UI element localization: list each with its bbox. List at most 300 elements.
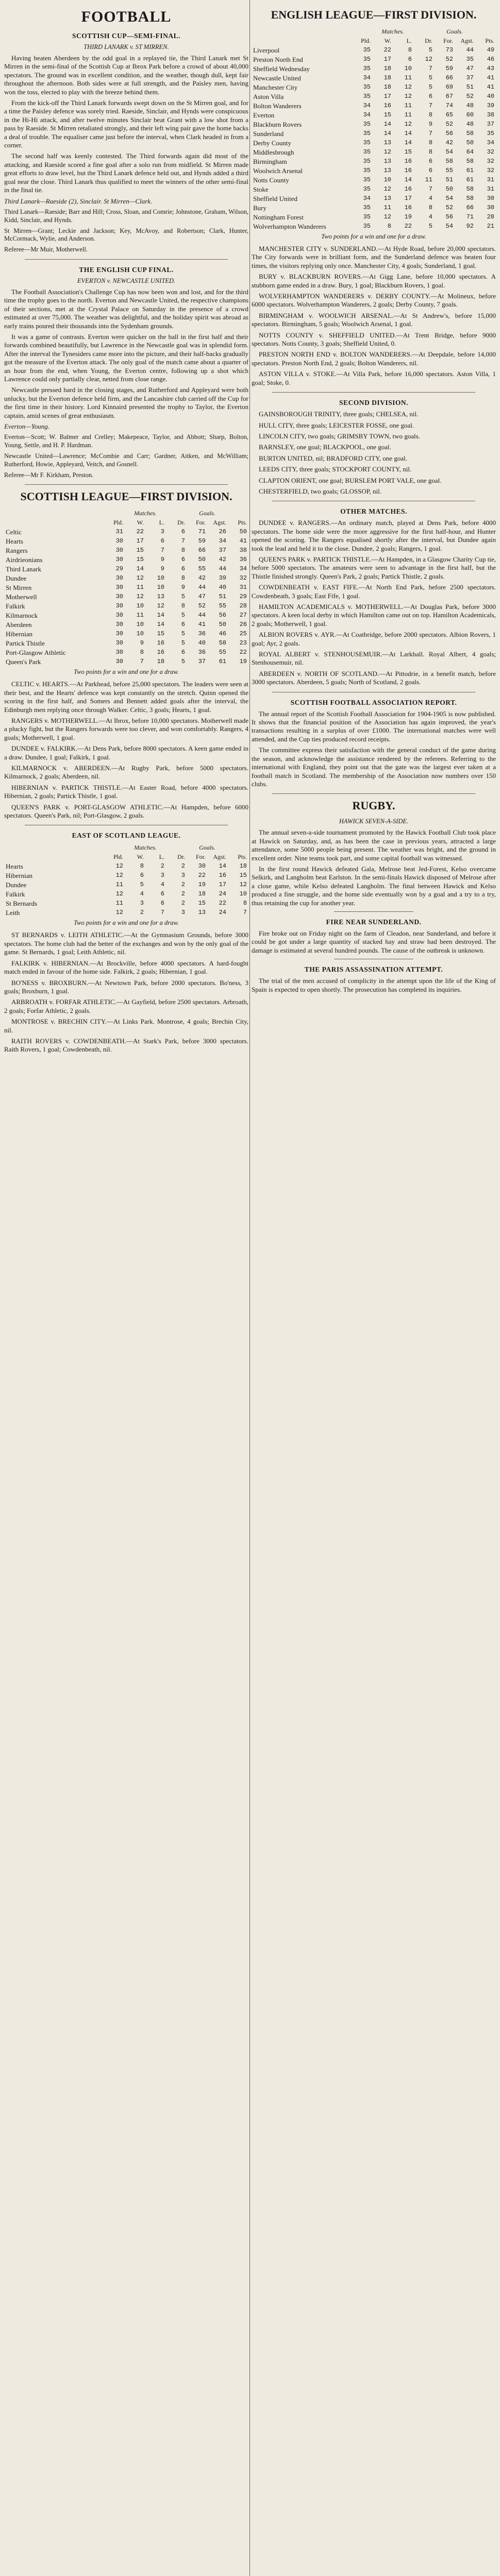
- stat-cell: 92: [466, 222, 474, 230]
- stat-cell: 12: [115, 871, 123, 879]
- table-row: [4, 899, 248, 908]
- article-paragraph: From the kick-off the Third Lanark forwards swept down on the St Mirren goal, and for a time the Paisley defence was sorely tried. Raeside, Sinclair, and Hynds were conspicuous in the Hi-Hi attack, and after twelve minutes Sinclair beat Grant with a low shot from a pass by Raeside. St Mirren retaliated strongly, and their left wing pair gave the home backs a deal of trouble. The equaliser came just before the interval, when Clark headed in from a corner.: [4, 99, 248, 149]
- column-header: For.: [443, 37, 453, 44]
- report-paragraphs: [252, 710, 496, 789]
- article-paragraph: In the first round Hawick defeated Gala, Melrose beat Jed-Forest, Kelso overcame Selkirk, and Langholm beat Earlston. In the semi-finals Hawick disposed of Melrose after a close game, while Kelso defeated Langholm. The final between Hawick and Kelso produced a fine struggle, and the home side eventually won by a goal and a try to a try, thus retaining the cup for another year.: [252, 865, 496, 907]
- stat-cell: 14: [157, 620, 164, 628]
- club-name: Queen's Park: [6, 657, 41, 666]
- stat-cell: 4: [140, 890, 144, 897]
- stat-cell: 14: [384, 120, 391, 128]
- article-paragraph: KILMARNOCK v. ABERDEEN.—At Rugby Park, before 5000 spectators. Kilmarnock, 2 goals; Aberdeen, nil.: [4, 764, 248, 781]
- goals-group-label: Goals.: [199, 843, 215, 851]
- table-row: [4, 657, 248, 666]
- stat-cell: 2: [181, 862, 185, 870]
- stat-cell: 69: [445, 83, 453, 91]
- table-row: [252, 45, 496, 55]
- stat-cell: 24: [219, 890, 226, 897]
- article-paragraph: The annual report of the Scottish Football Association for 1904-1905 is now published. It shows that the financial position of the Association has again improved, the year's transactions resulting in a surplus of over £1000. The international matches were well attended, and the Cup ties produced record receipts.: [252, 709, 496, 743]
- stat-cell: 16: [219, 871, 226, 879]
- table-header-row: [252, 36, 496, 45]
- matches-group-label: Matches.: [381, 27, 404, 35]
- stat-cell: 2: [160, 862, 164, 870]
- stat-cell: 7: [160, 908, 164, 916]
- stat-cell: 54: [445, 222, 453, 230]
- article-paragraph: It was a game of contrasts. Everton were quicker on the ball in the first half and their forwards combined beautifully, but Lawrence in the Newcastle goal was in splendid form. After the interval the Tynesiders came more into the picture, and their half-backs gradually got the measure of the Everton attack. The only goal of the match came about a quarter of an hour from the end, when Young, the Everton centre, following up a shot which Lawrence could only partially clear, netted from close range.: [4, 332, 248, 383]
- points-note: Two points for a win and one for a draw.: [74, 919, 179, 927]
- stat-cell: 16: [404, 157, 412, 165]
- stat-cell: 30: [115, 611, 123, 619]
- stat-cell: 13: [157, 592, 164, 600]
- article-paragraph: PRESTON NORTH END v. BOLTON WANDERERS.—At Deepdale, before 14,000 spectators. Preston North End, 2 goals; Bolton Wanderers, nil.: [252, 350, 496, 367]
- article-paragraph: BO'NESS v. BROXBURN.—At Newtown Park, before 2000 spectators. Bo'ness, 3 goals; Broxburn, 1 goal.: [4, 978, 248, 995]
- article-paragraph: Fire broke out on Friday night on the farm of Cleadon, near Sunderland, and before it could be got under a large quantity of stacked hay and straw had been destroyed. The damage is estimated at several hundred pounds. The cause of the outbreak is unknown.: [252, 929, 496, 954]
- stat-cell: 9: [181, 583, 185, 591]
- stat-cell: 59: [198, 537, 206, 545]
- stat-cell: 23: [239, 639, 247, 647]
- stat-cell: 30: [115, 546, 123, 554]
- table-row: [252, 175, 496, 184]
- stat-cell: 37: [219, 546, 226, 554]
- stat-cell: 35: [363, 46, 371, 54]
- stat-cell: 10: [136, 620, 144, 628]
- stat-cell: 46: [219, 630, 226, 637]
- team-line: Newcastle United—Lawrence; McCombie and Carr; Gardner, Aitken, and McWilliam; Rutherford, Howie, Appleyard, Veitch, and Gosnell.: [4, 452, 248, 468]
- stat-cell: 31: [487, 176, 494, 183]
- column-header: L.: [159, 518, 164, 526]
- stat-cell: 71: [466, 213, 474, 221]
- stat-cell: 5: [428, 46, 432, 54]
- stat-cell: 13: [384, 194, 391, 202]
- stat-cell: 12: [239, 880, 247, 888]
- stat-cell: 14: [157, 611, 164, 619]
- stat-cell: 30: [115, 648, 123, 656]
- stat-cell: 42: [219, 555, 226, 563]
- column-header: Pld.: [113, 853, 123, 860]
- club-name: Derby County: [253, 139, 292, 147]
- column-header: Dr.: [177, 853, 185, 860]
- stat-cell: 46: [487, 55, 494, 63]
- table-row: [252, 147, 496, 157]
- column-header: Agst.: [213, 853, 226, 860]
- club-name: Birmingham: [253, 157, 287, 165]
- section-heading: THE ENGLISH CUP FINAL.: [79, 265, 174, 274]
- stat-cell: 18: [239, 862, 247, 870]
- league-table: [252, 27, 496, 231]
- stat-cell: 35: [363, 64, 371, 72]
- team-line: Third Lanark—Raeside; Barr and Hill; Cross, Sloan, and Comrie; Johnstone, Graham, Wilson, Kidd, Sinclair, and Hynds.: [4, 208, 248, 224]
- article-paragraph: ARBROATH v. FORFAR ATHLETIC.—At Gayfield, before 2500 spectators. Arbroath, 2 goals; Forfar Athletic, 2 goals.: [4, 998, 248, 1014]
- stat-cell: 12: [136, 574, 144, 582]
- table-row: [4, 629, 248, 638]
- stat-cell: 51: [466, 83, 474, 91]
- stat-cell: 10: [157, 583, 164, 591]
- stat-cell: 5: [428, 83, 432, 91]
- stat-cell: 19: [239, 657, 247, 665]
- stat-cell: 6: [428, 92, 432, 100]
- article-paragraph: ST BERNARDS v. LEITH ATHLETIC.—At the Gymnasium Grounds, before 3000 spectators. The home club had the better of the exchanges and won by the only goal of the game. St Bernards, 1 goal; Leith Athletic, nil.: [4, 931, 248, 956]
- table-row: [252, 157, 496, 166]
- match-reports: [252, 519, 496, 686]
- article-paragraph: GAINSBOROUGH TRINITY, three goals; CHELSEA, nil.: [259, 410, 419, 418]
- stat-cell: 41: [198, 620, 206, 628]
- table-row: [252, 194, 496, 203]
- article-paragraph: The Football Association's Challenge Cup has now been won and lost, and for the third time the trophy goes to the north. Everton and Newcastle United, the respective champions of their sections, met at the Crystal Palace on Saturday in the presence of a crowd estimated at over 75,000. The weather was delightful, and the holiday spirit was abroad as early trains poured their thousands into the Sydenham grounds.: [4, 287, 248, 330]
- table-row: [252, 55, 496, 64]
- stat-cell: 50: [445, 185, 453, 193]
- stat-cell: 10: [384, 176, 391, 183]
- stat-cell: 5: [428, 222, 432, 230]
- section-heading: THE PARIS ASSASSINATION ATTEMPT.: [304, 965, 443, 974]
- stat-cell: 32: [239, 574, 247, 582]
- stat-cell: 6: [428, 157, 432, 165]
- stat-cell: 9: [428, 120, 432, 128]
- table-row: [252, 166, 496, 175]
- stat-cell: 5: [428, 74, 432, 81]
- club-name: Partick Thistle: [6, 639, 45, 647]
- table-row: [4, 527, 248, 536]
- stat-cell: 35: [363, 166, 371, 174]
- stat-cell: 37: [487, 120, 494, 128]
- table-row: [252, 129, 496, 138]
- article-paragraph: ABERDEEN v. NORTH OF SCOTLAND.—At Pittodrie, in a benefit match, before 3000 spectators. Aberdeen, 5 goals; North of Scotland, 2 goals.: [252, 669, 496, 686]
- club-name: Dundee: [6, 574, 27, 582]
- stat-cell: 40: [219, 583, 226, 591]
- stat-cell: 47: [198, 592, 206, 600]
- table-header-row: [4, 518, 248, 527]
- stat-cell: 44: [219, 565, 226, 572]
- stat-cell: 52: [445, 204, 453, 211]
- table-row: [252, 120, 496, 129]
- stat-cell: 16: [384, 101, 391, 109]
- column-header: L.: [159, 853, 164, 860]
- stat-cell: 8: [181, 546, 185, 554]
- column-header: Agst.: [213, 518, 226, 526]
- stat-cell: 35: [363, 204, 371, 211]
- stat-cell: 34: [363, 194, 371, 202]
- club-name: Celtic: [6, 528, 22, 536]
- stat-cell: 9: [140, 639, 144, 647]
- table-row: [252, 222, 496, 231]
- stat-cell: 6: [408, 55, 412, 63]
- stat-cell: 6: [181, 528, 185, 535]
- stat-cell: 7: [428, 129, 432, 137]
- stat-cell: 13: [384, 157, 391, 165]
- stat-cell: 8: [408, 46, 412, 54]
- stat-cell: 38: [239, 546, 247, 554]
- stat-cell: 2: [181, 899, 185, 907]
- stat-cell: 4: [160, 880, 164, 888]
- stat-cell: 58: [219, 639, 226, 647]
- stat-cell: 56: [445, 129, 453, 137]
- stat-cell: 22: [384, 46, 391, 54]
- stat-cell: 30: [487, 204, 494, 211]
- table-row: [252, 184, 496, 194]
- article-paragraph: The annual seven-a-side tournament promoted by the Hawick Football Club took place at Hawick on Saturday, and, as has been the case in previous years, attracted a large attendance, some 5000 people being present. The weather was bright, and the ground in excellent order. Nine teams took part, and some capital football was witnessed.: [252, 828, 496, 862]
- result-list: [252, 410, 496, 496]
- stat-cell: 18: [384, 64, 391, 72]
- table-row: [4, 536, 248, 546]
- divider: [334, 911, 413, 912]
- stat-cell: 17: [404, 194, 412, 202]
- stat-cell: 11: [115, 899, 123, 907]
- stat-cell: 35: [363, 157, 371, 165]
- column-header: For.: [195, 518, 206, 526]
- stat-cell: 31: [487, 185, 494, 193]
- stat-cell: 11: [404, 101, 412, 109]
- table-row: [4, 620, 248, 629]
- stat-cell: 2: [181, 880, 185, 888]
- stat-cell: 7: [428, 185, 432, 193]
- column-header: W.: [137, 518, 144, 526]
- stat-cell: 37: [198, 657, 206, 665]
- stat-cell: 52: [445, 120, 453, 128]
- club-name: Nottingham Forest: [253, 213, 304, 221]
- article-paragraph: Having beaten Aberdeen by the odd goal in a replayed tie, the Third Lanark met St Mirren in the semi-final of the Scottish Cup at Ibrox Park before a crowd of about 40,000 spectators. The ground was in excellent condition, and the weather, though dull, kept fair throughout the afternoon. Both sides were at full strength, and the Paisley men, having won the toss, elected to play with the breeze behind them.: [4, 54, 248, 96]
- league-heading: EAST OF SCOTLAND LEAGUE.: [72, 832, 181, 840]
- stat-cell: 41: [239, 537, 247, 545]
- club-name: Falkirk: [6, 602, 25, 610]
- stat-cell: 3: [181, 908, 185, 916]
- stat-cell: 52: [466, 92, 474, 100]
- table-row: [4, 638, 248, 648]
- stat-cell: 35: [363, 148, 371, 156]
- stat-cell: 38: [487, 111, 494, 118]
- article-paragraph: QUEEN'S PARK v. PORT-GLASGOW ATHLETIC.—At Hampden, before 6000 spectators. Queen's Park, nil; Port-Glasgow, 2 goals.: [4, 803, 248, 820]
- league-heading: ENGLISH LEAGUE—FIRST DIVISION.: [271, 8, 477, 21]
- stat-cell: 10: [404, 64, 412, 72]
- article-paragraph: COWDENBEATH v. EAST FIFE.—At North End Park, before 2500 spectators. Cowdenbeath, 3 goals; East Fife, 1 goal.: [252, 583, 496, 600]
- stat-cell: 3: [181, 871, 185, 879]
- table-row: [4, 908, 248, 917]
- match-title: THIRD LANARK v. ST MIRREN.: [84, 43, 169, 50]
- stat-cell: 7: [140, 657, 144, 665]
- table-row: [252, 64, 496, 73]
- stat-cell: 50: [239, 528, 247, 535]
- article-paragraph: WOLVERHAMPTON WANDERERS v. DERBY COUNTY.—At Molineux, before 6000 spectators. Wolverhampton Wanderers, 2 goals; Derby County, 7 goals.: [252, 292, 496, 309]
- club-name: Woolwich Arsenal: [253, 166, 303, 175]
- stat-cell: 15: [239, 871, 247, 879]
- league-table: [4, 509, 248, 666]
- stat-cell: 35: [487, 129, 494, 137]
- stat-cell: 40: [487, 92, 494, 100]
- stat-cell: 15: [404, 148, 412, 156]
- stat-cell: 18: [384, 83, 391, 91]
- table-group-header: [4, 843, 248, 852]
- stat-cell: 12: [115, 908, 123, 916]
- stat-cell: 3: [140, 899, 144, 907]
- stat-cell: 34: [487, 139, 494, 146]
- stat-cell: 9: [160, 555, 164, 563]
- club-name: Airdrieonians: [6, 555, 43, 564]
- east-league-section: [4, 832, 248, 1054]
- table-row: [252, 73, 496, 82]
- stat-cell: 34: [363, 74, 371, 81]
- other-matches-section: [252, 507, 496, 686]
- stat-cell: 35: [363, 129, 371, 137]
- table-row: [4, 601, 248, 611]
- stat-cell: 56: [445, 213, 453, 221]
- club-name: Rangers: [6, 546, 28, 554]
- stat-cell: 30: [115, 583, 123, 591]
- table-row: [4, 546, 248, 555]
- column-header: W.: [137, 853, 144, 860]
- stat-cell: 30: [487, 194, 494, 202]
- club-name: Aston Villa: [253, 92, 284, 100]
- stat-cell: 27: [239, 611, 247, 619]
- table-row: [4, 871, 248, 880]
- club-name: Sheffield United: [253, 194, 298, 202]
- club-name: Blackburn Rovers: [253, 120, 302, 128]
- table-row: [252, 92, 496, 101]
- stat-cell: 35: [363, 176, 371, 183]
- goals-group-label: Goals.: [199, 509, 215, 517]
- scottish-league-section: [4, 490, 248, 820]
- table-row: [4, 648, 248, 657]
- scottish-cup-semifinal: [4, 32, 248, 254]
- stat-cell: 5: [181, 611, 185, 619]
- club-name: Manchester City: [253, 83, 298, 91]
- stat-cell: 44: [198, 611, 206, 619]
- league-table: [4, 843, 248, 917]
- stat-cell: 35: [363, 185, 371, 193]
- stat-cell: 8: [140, 862, 144, 870]
- stat-cell: 22: [198, 871, 206, 879]
- court-section: [252, 965, 496, 994]
- stat-cell: 42: [445, 139, 453, 146]
- article-paragraph: ROYAL ALBERT v. STENHOUSEMUIR.—At Larkhall. Royal Albert, 4 goals; Stenhousemuir, nil.: [252, 650, 496, 667]
- article-paragraph: FALKIRK v. HIBERNIAN.—At Brockville, before 4000 spectators. A hard-fought match ended in favour of the home side. Falkirk, 2 goals; Hibernian, 1 goal.: [4, 959, 248, 976]
- match-title: HAWICK SEVEN-A-SIDE.: [339, 818, 409, 825]
- stat-cell: 25: [239, 630, 247, 637]
- table-row: [4, 555, 248, 564]
- stat-cell: 67: [445, 92, 453, 100]
- stat-cell: 66: [198, 546, 206, 554]
- stat-cell: 43: [487, 64, 494, 72]
- stat-cell: 12: [115, 862, 123, 870]
- stat-cell: 18: [157, 657, 164, 665]
- table-row: [252, 203, 496, 212]
- stat-cell: 55: [219, 648, 226, 656]
- club-name: Wolverhampton Wanderers: [253, 222, 326, 230]
- stat-cell: 10: [136, 630, 144, 637]
- stat-cell: 16: [157, 639, 164, 647]
- stat-cell: 14: [404, 129, 412, 137]
- match-reports: [4, 680, 248, 820]
- team-line: Everton—Scott; W. Balmer and Crelley; Makepeace, Taylor, and Abbott; Sharp, Bolton, Young, Settle, and H. P. Hardman.: [4, 433, 248, 449]
- club-name: Sheffield Wednesday: [253, 64, 310, 73]
- stat-cell: 41: [487, 83, 494, 91]
- table-row: [4, 880, 248, 889]
- goals-group-label: Goals.: [446, 27, 463, 35]
- stat-cell: 14: [136, 565, 144, 572]
- stat-cell: 50: [219, 620, 226, 628]
- article-paragraph: MANCHESTER CITY v. SUNDERLAND.—At Hyde Road, before 20,000 spectators. The City forwards were in brilliant form, and the Sunderland defence was beaten four times, the visitors replying only once. Manchester City, 4 goals; Sunderland, 1 goal.: [252, 245, 496, 269]
- stat-cell: 30: [115, 630, 123, 637]
- stat-cell: 12: [404, 83, 412, 91]
- stat-cell: 35: [363, 120, 371, 128]
- table-header-row: [4, 852, 248, 861]
- english-league-section: [252, 8, 496, 387]
- article-paragraph: LINCOLN CITY, two goals; GRIMSBY TOWN, two goals.: [259, 432, 420, 440]
- stat-cell: 32: [487, 157, 494, 165]
- column-header: Pts.: [485, 37, 494, 44]
- article-paragraph: BIRMINGHAM v. WOOLWICH ARSENAL.—At St Andrew's, before 15,000 spectators. Birmingham, 5 goals; Woolwich Arsenal, 1 goal.: [252, 311, 496, 328]
- club-name: Liverpool: [253, 46, 280, 54]
- club-name: Hearts: [6, 537, 23, 545]
- table-row: [4, 889, 248, 899]
- second-division-section: [252, 399, 496, 496]
- stat-cell: 30: [115, 657, 123, 665]
- article-paragraph: LEEDS CITY, three goals; STOCKPORT COUNTY, nil.: [259, 465, 412, 473]
- stat-cell: 44: [198, 583, 206, 591]
- stat-cell: 29: [239, 592, 247, 600]
- stat-cell: 14: [219, 862, 226, 870]
- stat-cell: 22: [404, 222, 412, 230]
- stat-cell: 10: [239, 890, 247, 897]
- stat-cell: 51: [445, 176, 453, 183]
- stat-cell: 35: [363, 213, 371, 221]
- fire-section: [252, 918, 496, 955]
- left-column: [4, 5, 248, 2576]
- column-header: Pld.: [113, 518, 123, 526]
- stat-cell: 8: [181, 602, 185, 609]
- article-paragraph: HAMILTON ACADEMICALS v. MOTHERWELL.—At Douglas Park, before 3000 spectators. A keen local derby in which Hamilton came out on top. Hamilton Academicals, 2 goals; Motherwell, 1 goal.: [252, 603, 496, 628]
- masthead: FOOTBALL: [81, 8, 172, 25]
- stat-cell: 49: [487, 46, 494, 54]
- stat-cell: 5: [181, 657, 185, 665]
- stat-cell: 6: [428, 166, 432, 174]
- stat-cell: 28: [487, 213, 494, 221]
- stat-cell: 15: [198, 899, 206, 907]
- club-name: Falkirk: [6, 890, 25, 898]
- stat-cell: 35: [363, 92, 371, 100]
- column-rule: [249, 0, 250, 2576]
- stat-cell: 5: [181, 630, 185, 637]
- english-cup-final: [4, 266, 248, 479]
- stat-cell: 8: [428, 139, 432, 146]
- stat-cell: 7: [181, 537, 185, 545]
- stat-cell: 50: [198, 555, 206, 563]
- stat-cell: 39: [219, 574, 226, 582]
- column-header: For.: [195, 853, 206, 860]
- stat-cell: 35: [363, 139, 371, 146]
- stat-cell: 17: [384, 92, 391, 100]
- article-paragraph: BURTON UNITED, nil; BRADFORD CITY, one goal.: [259, 454, 407, 462]
- article-paragraph: QUEEN'S PARK v. PARTICK THISTLE.—At Hampden, in a Glasgow Charity Cup tie, before 5000 spectators. The amateurs were seen to advantage in the first half, but the Thistle finished strongly. Queen's Park, 2 goals; Partick Thistle, 2 goals.: [252, 555, 496, 580]
- stat-cell: 16: [404, 204, 412, 211]
- stat-cell: 61: [466, 166, 474, 174]
- column-header: Pts.: [238, 853, 247, 860]
- stat-cell: 5: [181, 639, 185, 647]
- result-line: Everton—Young.: [4, 422, 49, 430]
- club-name: Notts County: [253, 176, 289, 184]
- stat-cell: 59: [445, 64, 453, 72]
- stat-cell: 58: [466, 185, 474, 193]
- stat-cell: 55: [198, 565, 206, 572]
- stat-cell: 12: [157, 602, 164, 609]
- stat-cell: 74: [445, 101, 453, 109]
- club-name: Bury: [253, 204, 266, 212]
- fa-report-section: [252, 699, 496, 789]
- rugby-section: [252, 799, 496, 907]
- match-reports: [4, 931, 248, 1054]
- club-name: Everton: [253, 111, 275, 119]
- stat-cell: 8: [428, 148, 432, 156]
- stat-cell: 15: [157, 630, 164, 637]
- section-heading: OTHER MATCHES.: [340, 507, 407, 516]
- stat-cell: 60: [466, 111, 474, 118]
- section-heading: FIRE NEAR SUNDERLAND.: [326, 918, 422, 926]
